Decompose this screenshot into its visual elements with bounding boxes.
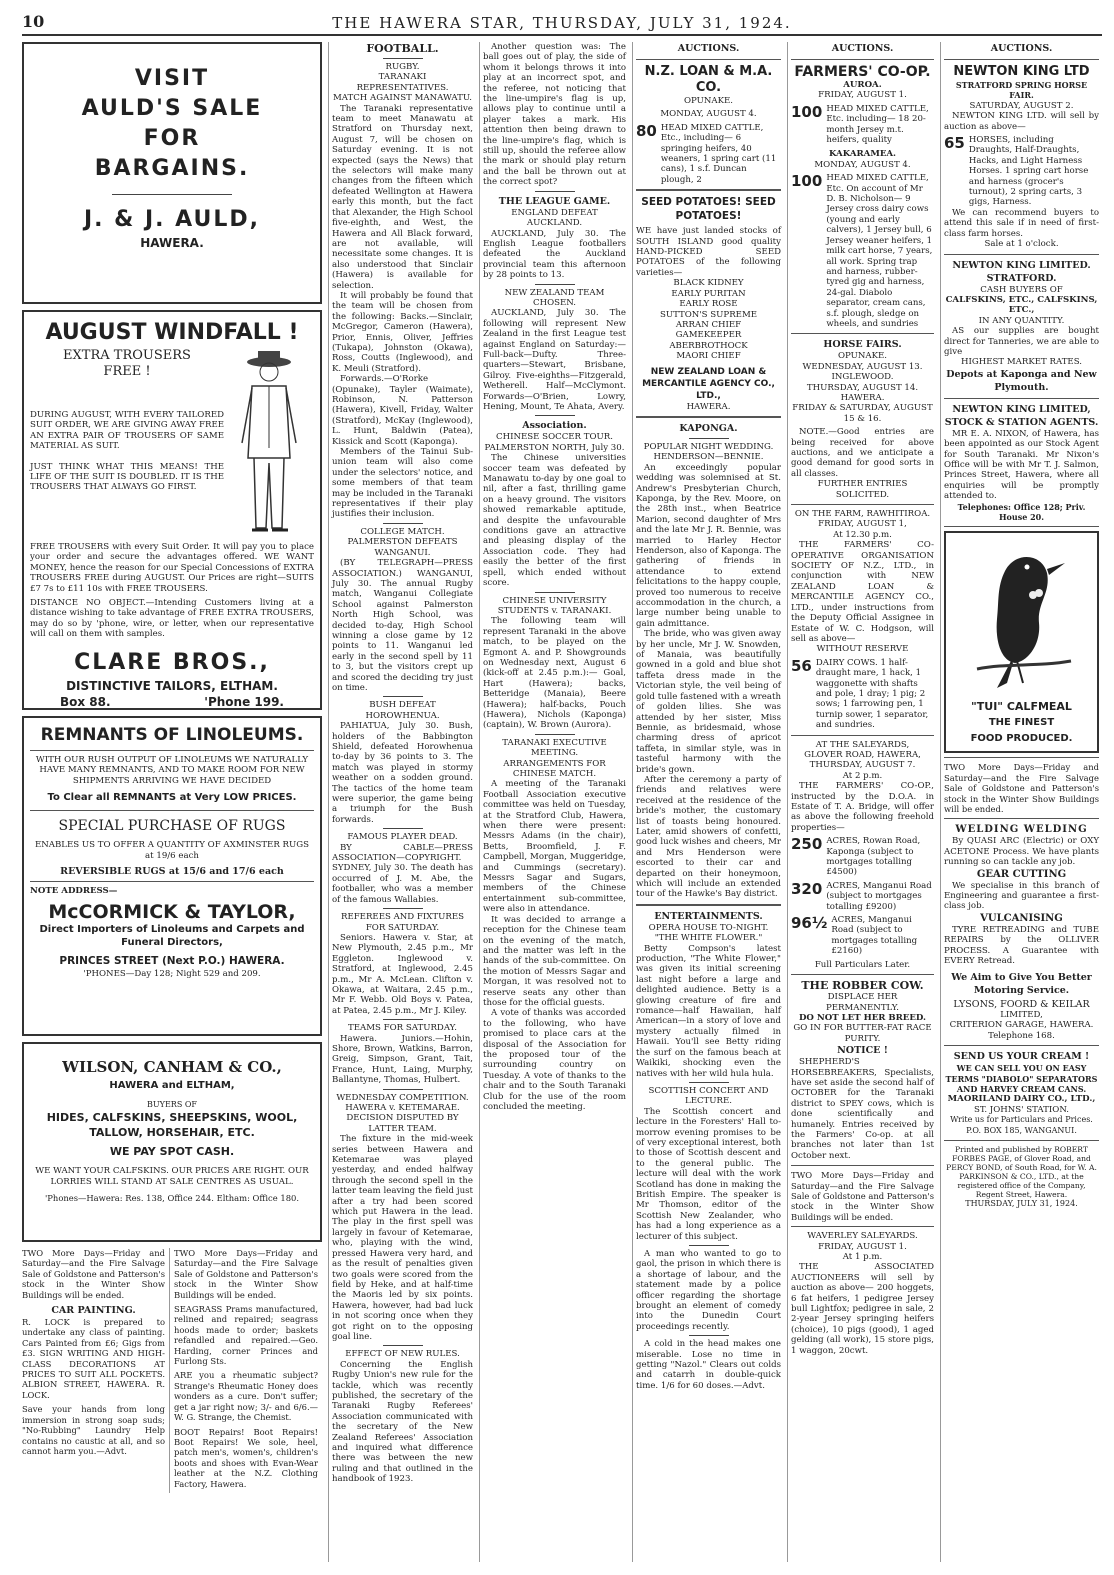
divider — [689, 1082, 729, 1083]
variety-item: EARLY PURITAN — [671, 288, 746, 299]
section-heading: EFFECT OF NEW RULES. — [345, 1349, 460, 1360]
robbercow-body: SHEPHERD'S HORSEBREAKERS, Specialists, have set aside the second half of OCTOBER for the Taranaki district to SPEY cows, which is done scientifically and humanely. Entries received by the Farmers' Co-op. at all branches not later than 1st October next. — [791, 1057, 934, 1161]
divider — [944, 1140, 1099, 1141]
divider — [944, 526, 1099, 527]
small-ads-left — [22, 1248, 170, 1493]
divider — [944, 254, 1099, 255]
masthead — [22, 12, 1102, 36]
article-paragraph: The bride, who was given away by her uncle, Mr J. W. Snowden, of Manaia, was beautifully gowned in a gold and blue shot taffeta dress made in the Victorian style, the veil being of gold tulle fastened with a wreath of golden lilies. She was attended by her sister, Miss Bennie, as bridesmaid, whose charming dress of apricot taffeta, in similar style, was in tasteful harmony with the bride's gown. — [636, 629, 781, 775]
cream-write: Write us for Particulars and Prices. P.O. BOX 185, WANGANUI. — [950, 1115, 1093, 1135]
printer-imprint: Printed and published by ROBERT FORBES PAGE, of Glover Road, and PERCY BOND, of South Road, for W. A. PARKINSON & CO., LTD., at the registered office of the Company, Regent Street, Hawera. — [946, 1144, 1097, 1199]
divider — [383, 908, 423, 909]
robbercow-headline: THE ROBBER COW. — [801, 979, 924, 993]
property-acres: 96½ — [791, 914, 828, 933]
lot-number: 65 — [944, 134, 965, 153]
auld-town: HAWERA. — [140, 236, 204, 250]
lot-text: HEAD MIXED CATTLE, Etc. including— 18 20-month Jersey m.t. heifers, quality — [826, 103, 929, 146]
seed-headline: SEED POTATOES! SEED POTATOES! — [641, 196, 776, 223]
divider — [636, 904, 781, 906]
mccormick-firm: McCORMICK & TAYLOR, — [48, 900, 296, 923]
garage-text: TYRE RETREADING and TUBE REPAIRS by the OLLIVER PROCESS. A Guarantee with EVERY Retread. — [944, 924, 1099, 967]
section-heading: OPERA HOUSE TO-NIGHT. — [648, 922, 769, 933]
horsefair-item: OPUNAKE. — [837, 351, 888, 362]
waverley-date: FRIDAY, AUGUST 1. — [818, 1241, 907, 1252]
mccormick-rugs-text: ENABLES US TO OFFER A QUANTITY OF AXMINSTER RUGS at 19/6 each — [34, 840, 310, 861]
divider — [535, 734, 575, 735]
garage-aim: We Aim to Give You Better Motoring Service. — [951, 971, 1092, 996]
section-subheading: CHINESE SOCCER TOUR. — [496, 432, 613, 443]
lot — [791, 104, 934, 146]
section-dateline: PALMERSTON NORTH, July 30. — [484, 442, 625, 453]
mccormick-text-1: WITH OUR RUSH OUTPUT OF LINOLEUMS WE NATURALLY HAVE MANY REMNANTS, AND TO MAKE ROOM FOR NEW SHIPMENTS ARRIVING WE HAVE DECIDED — [35, 755, 309, 786]
section-heading: TARANAKI EXECUTIVE MEETING. — [502, 737, 607, 759]
rawhitiroa-heading: ON THE FARM, RAWHITIROA. — [794, 509, 931, 520]
garage-vulcanising: VULCANISING — [980, 912, 1063, 924]
page-number: 10 — [22, 12, 45, 31]
property-text: ACRES, Manganui Road (subject to mortgages totalling £9200) — [826, 880, 932, 912]
auctions-label: AUCTIONS. — [990, 43, 1053, 54]
rawhitiroa-reserve: WITHOUT RESERVE — [816, 644, 909, 655]
section-heading: BUSH DEFEAT HOROWHENUA. — [365, 700, 440, 721]
horsefairs-further: FURTHER ENTRIES SOLICITED. — [817, 479, 908, 500]
seed-firm: NEW ZEALAND LOAN & MERCANTILE AGENCY CO., LTD., — [642, 366, 775, 401]
imprint-date: THURSDAY, JULY 31, 1924. — [965, 1198, 1078, 1208]
article-paragraph: It was decided to arrange a reception for the Chinese team on the evening of the match, and the matter was left in the hands of the sub-committee. On the motion of Messrs Sagar and Morgan, it was resolved not to reserve seats any other than those for the official guests. — [483, 914, 626, 1008]
farmers-firm: FARMERS' CO-OP. — [794, 64, 931, 80]
seed-varieties — [636, 278, 781, 361]
cream-firm: MAORILAND DAIRY CO., LTD., — [947, 1094, 1096, 1105]
newton2-goods: CALFSKINS, ETC., CALFSKINS, ETC., — [945, 294, 1098, 316]
clare-headline: AUGUST WINDFALL ! — [45, 320, 299, 345]
lot — [636, 123, 781, 185]
nzloan-firm: N.Z. LOAN & M.A. CO. — [644, 64, 773, 95]
section-heading: REFEREES AND FIXTURES FOR SATURDAY. — [340, 912, 465, 933]
divider — [112, 194, 232, 195]
divider — [689, 438, 729, 439]
wilson-firm: WILSON, CANHAM & CO., — [62, 1058, 282, 1076]
clare-text-4: DISTANCE NO OBJECT.—Intending Customers living at a distance wishing to take advantage of FREE EXTRA TROUSERS, may do so by 'phone, wire, or letter, when our representative will call on them with samples. — [30, 598, 314, 640]
saleyards-date: THURSDAY, AUGUST 7. — [809, 760, 916, 771]
wilson-cash: WE PAY SPOT CASH. — [109, 1145, 235, 1159]
divider — [30, 881, 314, 882]
newton2-depots: Depots at Kaponga and New Plymouth. — [946, 368, 1097, 393]
lot-number: 80 — [636, 121, 657, 140]
section-heading: TARANAKI REPRESENTATIVES. — [356, 72, 449, 93]
small-ads-right — [170, 1248, 318, 1493]
newton-date: SATURDAY, AUGUST 2. — [969, 100, 1074, 111]
property-acres: 250 — [791, 835, 823, 854]
divider — [791, 1165, 934, 1166]
divider — [383, 1019, 423, 1020]
article-paragraph: The Taranaki representative team to meet Manawatu at Stratford on Thursday next, August 7, will be chosen on Saturday evening. It is not expected (says the News) that the selectors will make many changes from the fifteen which defeated Wellington at Hawera early this month, but the fact that Alexander, the High School five-eighth, and West, the Hawera and All Black forward, are not available, will necessitate some changes. It is also understood that Sinclair (Hawera) is available for selection. — [332, 103, 473, 291]
section-subheading: HENDERSON—BENNIE. — [653, 452, 764, 463]
newton2-cash: CASH BUYERS OF — [980, 284, 1063, 295]
clare-box: Box 88. — [60, 694, 111, 709]
auld-line-4: BARGAINS. — [94, 156, 250, 181]
salvage-sale-ad: TWO More Days—Friday and Saturday—and the Fire Salvage Sale of Goldstone and Patterson's stock in the Winter Show Buildings will be ended. — [22, 1248, 166, 1300]
mccormick-reversible: REVERSIBLE RUGS at 15/6 and 17/6 each — [60, 866, 284, 878]
section-heading: POPULAR NIGHT WEDDING. — [643, 441, 774, 452]
tui-ad — [944, 531, 1099, 753]
divider — [383, 58, 423, 59]
tui-tagline: THE FINEST — [988, 717, 1055, 729]
property-text: ACRES, Rowan Road, Kaponga (subject to mortgages totalling £4500) — [826, 836, 921, 878]
saleyards-text: THE FARMERS' CO-OP., instructed by the D.O.A. in Estate of T. A. Bridge, will offer as above the following freehold properties— — [791, 781, 934, 833]
divider — [689, 1335, 729, 1336]
column-6 — [940, 42, 1102, 1562]
garage-gear: GEAR CUTTING — [976, 868, 1067, 880]
horsefair-item: FRIDAY & SATURDAY, AUGUST 15 & 16. — [792, 403, 933, 424]
laundry-ad: Save your hands from long immersion in strong soap suds; "No-Rubbing" Laundry Help contains no caustic at all, and so cannot harm you.—Advt. — [22, 1404, 165, 1456]
clare-text-2: JUST THINK WHAT THIS MEANS! THE LIFE OF THE SUIT IS DOUBLED. IT IS THE TROUSERS THAT ALWAYS GO FIRST. — [30, 461, 224, 493]
divider — [383, 1089, 423, 1090]
newton2-prices: HIGHEST MARKET RATES. — [960, 357, 1083, 368]
seagrass-ad: SEAGRASS Prams manufactured, relined and repaired; seagrass hoods made to order; baskets refandled and repaired.—Geo. Harding, corner Princes and Furlong Sts. — [174, 1304, 318, 1367]
section-subheading: HAWERA v. KETEMARAE. — [345, 1103, 460, 1113]
newton3-phones: Telephones: Office 128; Priv. House 20. — [957, 501, 1086, 522]
farmers-date: FRIDAY, AUGUST 1. — [818, 90, 907, 101]
horsefair-item: INGLEWOOD. — [831, 372, 894, 383]
lot-number: 100 — [791, 172, 823, 191]
clare-sub-2: FREE ! — [103, 364, 151, 379]
section-heading: THE LEAGUE GAME. — [498, 195, 611, 207]
divider — [791, 974, 934, 975]
divider — [535, 592, 575, 593]
divider — [689, 1245, 729, 1246]
property-item — [791, 915, 934, 957]
tui-tagline: FOOD PRODUCED. — [970, 733, 1073, 745]
car-painting-ad: R. LOCK is prepared to undertake any class of painting. Cars Painted from £6; Gigs from £3. SIGN WRITING AND HIGH-CLASS DECORATIONS AT PRICES TO SUIT ALL POCKETS. ALBION STREET, HAWERA. R. LOCK. — [22, 1317, 165, 1400]
wilson-ad — [22, 1042, 322, 1242]
lot-text: DAIRY COWS. 1 half-draught mare, 1 hack, 1 waggonette with shafts and pole, 1 dray; 1 pig; 2 sows; 1 farrowing pen, 1 turnip sower, 1 separator, and sundries. — [815, 657, 929, 731]
garage-welding: WELDING WELDING — [955, 824, 1088, 836]
column-1 — [22, 42, 322, 1562]
article-paragraph: (BY TELEGRAPH—PRESS ASSOCIATION.) WANGANUI, July 30. The annual Rugby match, Wanganui Collegiate School against Palmerston North High School, was decided to-day, High School winning a close game by 12 points to 11. Wanganui led early in the second spell by 11 to 3, but the visitors crept up and scored the deciding try just on time. — [332, 558, 473, 693]
article-paragraph: AUCKLAND, July 30. The English League footballers defeated the Auckland provincial team this afternoon by 28 points to 13. — [483, 228, 626, 281]
horsefairs-heading: HORSE FAIRS. — [823, 339, 902, 351]
article-paragraph: An exceedingly popular wedding was solemnised at St. Andrew's Presbyterian Church, Kaponga, by the Rev. Moore, on the 28th inst., when Beatrice Marion, second daughter of Mrs and the late Mr J. R. Bennie, was married to Harley Hector Henderson, also of Kaponga. The gathering of friends in attendance to extend felicitations to the happy couple, proved too numerous to receive accommodation in the church, a large number being unable to gain admittance. — [636, 462, 781, 629]
salvage-sale-ad: TWO More Days—Friday and Saturday—and the Fire Salvage Sale of Goldstone and Patterson's stock in the Winter Show Buildings will be ended. — [944, 762, 1099, 815]
article-paragraph: A cold in the head makes one miserable. Lose no time in getting "Nazol." Clears out colds and catarrh in double-quick time. 1/6 for 60 doses.—Advt. — [636, 1339, 781, 1391]
article-paragraph: The fixture in the mid-week series between Hawera and Ketemarae was played yesterday, and ended halfway through the second spell in the latter team leaving the field just after a try had been scored which put Hawera in the lead. The play in the first spell was largely in favour of Ketemarae, who, playing with the wind, pressed Hawera very hard, and as the result of penalties given two goals were scored from the field by Heke, and at half-time the Maoris led by six points. Hawera, however, had bad luck in not scoring once when they got right on to the opposing goal line. — [332, 1134, 473, 1342]
garage-phone: Telephone 168. — [988, 1030, 1055, 1041]
variety-item: EARLY ROSE — [679, 299, 738, 310]
article-paragraph: Hawera. Juniors.—Hohin, Shore, Brown, Watkins, Barron, Greig, Simpson, Grant, Tait, France, Hunt, Laing, Murphy, Ballantyne, Thomas, Hulbert. — [332, 1033, 473, 1086]
article-paragraph: BY CABLE—PRESS ASSOCIATION—COPYRIGHT. SYDNEY, July 30. The death has occurred of J. M. Abe, the footballer, who was a member of the famous Wallabies. — [332, 842, 473, 905]
article-paragraph: AUCKLAND, July 30. The following will represent New Zealand in the first League test against England on Saturday:— Full-back—Dufty. Three-quarters—Stewart, Brisbane, Gilroy. Five-eighths—Fitzgerald, Wetherell. Half—McClymont. Forwards—O'Brien, Lowry, Hening, Mount, Te Ahata, Avery. — [483, 308, 626, 412]
farmers-place: KAKARAMEA. — [828, 149, 897, 160]
article-paragraph: A man who wanted to go to gaol, the prison in which there is a shortage of labour, and the statement made by a police officer regarding the shortage brought an element of comedy into the Dunedin Court proceedings recently. — [636, 1249, 781, 1332]
clare-sub-1: EXTRA TROUSERS — [63, 348, 191, 363]
clare-phone: 'Phone 199. — [204, 694, 284, 709]
saleyards-time: At 2 p.m. — [842, 770, 883, 781]
article-paragraph: Another question was: The ball goes out of play, the side of whom it belongs throws it into play at an incorrect spot, and the referee, not noticing that the line-umpire's flag is up, allows play to continue until a player takes a mark. His attention then being drawn to the line-umpire's flag, which is still up, should the referee allow the mark or should play return and the ball be thrown out at the correct spot? — [483, 42, 626, 188]
rheumatic-ad: ARE you a rheumatic subject? Strange's Rheumatic Honey does wonders as a cure. Don't suffer; get a jar right now; 3/- and 6/6.—W. G. Strange, the Chemist. — [174, 1370, 318, 1423]
rugby-subheading: RUGBY. — [385, 62, 420, 72]
nzloan-place: OPUNAKE. — [683, 96, 734, 106]
divider — [791, 1226, 934, 1227]
garage-firm: LYSONS, FOORD & KEILAR — [953, 998, 1090, 1010]
lot-number: 100 — [791, 102, 823, 121]
variety-item: ABERBROTHOCK — [669, 340, 748, 351]
variety-item: ARRAN CHIEF — [675, 319, 742, 330]
divider — [535, 284, 575, 285]
article-paragraph: Members of the Tainui Sub-union team will also come under the selectors' notice, and some members of that team may be included in the Taranaki representatives if their play justifies their inclusion. — [332, 447, 473, 520]
divider — [383, 696, 423, 697]
seed-text: WE have just landed stocks of SOUTH ISLAND good quality HAND-PICKED SEED POTATOES of the following varieties— — [636, 226, 781, 278]
newton3-text: MR E. A. NIXON, of Hawera, has been appointed as our Stock Agent for South Taranaki. Mr Nixon's Office will be with Mr T. J. Salmon, Princes Street, Hawera, where all enquiries will be promptly attended to. — [944, 428, 1099, 502]
divider — [944, 398, 1099, 399]
divider — [944, 757, 1099, 758]
article-paragraph: The following team will represent Taranaki in the above match, to be played on the Egmont A. and P. Showgrounds on Wednesday next, August 6 (kick-off at 2.45 p.m.):— Goal, Hart (Hawera); backs, Betteridge (Manaia), Beere (Hawera); half-backs, Pouch (Hawera), Nichols (Kaponga) (captain), W. Brown (Aurora). — [483, 616, 626, 731]
wilson-text: WE WANT YOUR CALFSKINS. OUR PRICES ARE RIGHT. OUR LORRIES WILL STAND AT SALE CENTRES AS USUAL. — [35, 1166, 309, 1187]
rawhitiroa-time: At 12.30 p.m. — [833, 529, 892, 540]
property-text: ACRES, Manganui Road (subject to mortgages totalling £2160) — [831, 915, 918, 957]
tui-bird-illustration — [967, 543, 1077, 693]
mccormick-headline: REMNANTS OF LINOLEUMS. — [40, 725, 304, 745]
divider — [636, 416, 781, 418]
auld-line-3: FOR — [143, 126, 201, 151]
garage-text: By QUASI ARC (Electric) or OXY ACETONE Process. We have plants running so can tackle any job. — [944, 836, 1099, 868]
robbercow-notice: NOTICE ! — [837, 1045, 888, 1057]
waverley-heading: WAVERLEY SALEYARDS. — [807, 1231, 918, 1242]
newton2-firm: NEWTON KING LIMITED. STRATFORD. — [952, 259, 1091, 284]
article-paragraph: It will probably be found that the team will be chosen from the following: Backs.—Sinclair, McGregor, Cameron (Hawera), Prior, Ennis, Oliver, Jeffries (Tukapa), Johnston (Okawa), Ross, Coutts (Inglewood), and K. Meuli (Stratford). — [332, 290, 473, 374]
farmers-date: MONDAY, AUGUST 4. — [814, 159, 911, 170]
property-item — [791, 836, 934, 878]
horsefairs-note: NOTE.—Good entries are being received for above auctions, and we anticipate a good demand for good sorts in all classes. — [791, 427, 934, 479]
garage-address: CRITERION GARAGE, HAWERA. — [949, 1020, 1094, 1031]
horsefair-item: THURSDAY, AUGUST 14. — [806, 382, 919, 393]
clare-desc: DISTINCTIVE TAILORS, ELTHAM. — [66, 678, 278, 693]
divider — [636, 189, 781, 191]
auld-ad — [22, 42, 322, 304]
auld-line-1: VISIT — [134, 66, 210, 91]
cream-headline: SEND US YOUR CREAM ! — [953, 1051, 1090, 1063]
article-paragraph: A meeting of the Taranaki Football Association executive committee was held on Tuesday, at the Stratford Club, Hawera, when there were present: Messrs Adams (in the chair), Betts, Broomfield, J. F. Campbell, Morgan, Muggeridge, and Cummings (secretary). Messrs Sagar and Sugars, members of the Chinese entertainment sub-committee, were also in attendance. — [483, 779, 626, 915]
lot — [944, 135, 1099, 208]
boot-repairs-ad: BOOT Repairs! Boot Repairs! Boot Repairs! We sole, heel, patch men's, women's, children's boots and shoes with Evan-Wear leather at the N.Z. Clothing Factory, Hawera. — [174, 1426, 318, 1489]
divider — [636, 59, 781, 60]
article-paragraph: PAHIATUA, July 30. Bush, holders of the Babbington Shield, defeated Horowhenua to-day by 36 points to 3. The match was played in stormy weather on a sodden ground. The tactics of the home team were superior, the game being a triumph for the Bush forwards. — [332, 721, 473, 825]
lot-text: HEAD MIXED CATTLE, Etc., including— 6 springing heifers, 40 weaners, 1 spring cart (11 cans), 1 s.f. Duncan plough, 2 — [660, 122, 777, 185]
nzloan-date: MONDAY, AUGUST 4. — [660, 109, 757, 120]
section-heading: SCOTTISH CONCERT AND LECTURE. — [648, 1085, 769, 1107]
newton-firm: NEWTON KING LTD — [953, 64, 1090, 79]
mccormick-clear: To Clear all REMNANTS at Very LOW PRICES. — [47, 792, 297, 804]
clare-text-3: FREE TROUSERS with every Suit Order. It will pay you to place your order and secure the advantages offered. WE WANT MONEY, hence the reason for our Special Concessions of EXTRA TROUSERS FREE during AUGUST. Our Prices are right—SUITS £7 7s to £11 10s with FREE TROUSERS. — [30, 542, 314, 594]
saleyards-place: GLOVER ROAD, HAWERA, — [804, 749, 921, 760]
lot-number: 56 — [791, 656, 812, 675]
wilson-goods: HIDES, CALFSKINS, SHEEPSKINS, WOOL, TALLOW, HORSEHAIR, ETC. — [46, 1111, 298, 1140]
section-subheading: DECISION DISPUTED BY LATTER TEAM. — [346, 1113, 459, 1134]
newton2-qty: IN ANY QUANTITY. — [978, 315, 1065, 326]
section-heading: COLLEGE MATCH. — [360, 526, 445, 537]
lot — [791, 173, 934, 329]
wilson-buyers: BUYERS OF — [147, 1100, 197, 1109]
divider — [30, 810, 314, 811]
clare-firm: CLARE BROS., — [74, 649, 270, 675]
salvage-sale-ad: TWO More Days—Friday and Saturday—and the Fire Salvage Sale of Goldstone and Patterson's stock in the Winter Show Buildings will be ended. — [791, 1170, 935, 1222]
section-heading: WEDNESDAY COMPETITION. — [336, 1092, 469, 1103]
section-subheading: MATCH AGAINST MANAWATU. — [332, 93, 473, 104]
auctions-label: AUCTIONS. — [831, 43, 894, 54]
horsefair-item: HAWERA. — [840, 392, 885, 403]
salvage-sale-ad: TWO More Days—Friday and Saturday—and the Fire Salvage Sale of Goldstone and Patterson's stock in the Winter Show Buildings will be ended. — [174, 1248, 318, 1300]
tui-name: "TUI" CALFMEAL — [971, 700, 1072, 714]
small-ads-area — [22, 1248, 322, 1493]
auld-line-2: AULD'S SALE — [81, 96, 263, 121]
mccormick-ad — [22, 716, 322, 1036]
lot — [791, 658, 934, 731]
wilson-phones: 'Phones—Hawera: Res. 138, Office 244. Eltham: Office 180. — [44, 1193, 300, 1204]
auctions-label: AUCTIONS. — [677, 43, 740, 54]
newton-text: We can recommend buyers to attend this sale if in need of first-class farm horses. — [944, 207, 1099, 239]
mccormick-note: NOTE ADDRESS— — [30, 886, 118, 897]
waverley-time: At 1 p.m. — [842, 1252, 883, 1263]
divider — [791, 59, 934, 60]
property-item — [791, 881, 934, 912]
section-subheading: ENGLAND DEFEAT AUCKLAND. — [511, 207, 598, 229]
divider — [791, 504, 934, 505]
variety-item: GAMEKEEPER — [675, 330, 742, 341]
car-painting-heading: CAR PAINTING. — [51, 1305, 136, 1317]
section-heading: Association. — [522, 420, 587, 432]
divider — [383, 828, 423, 829]
clare-ad — [22, 310, 322, 710]
saleyards-heading: AT THE SALEYARDS, — [815, 739, 910, 750]
garage-limited: LIMITED, — [1000, 1009, 1043, 1020]
column-3 — [479, 42, 629, 1562]
column-5 — [787, 42, 937, 1562]
property-acres: 320 — [791, 879, 823, 898]
wilson-town: HAWERA and ELTHAM, — [109, 1080, 235, 1091]
saleyards-particulars: Full Particulars Later. — [814, 959, 911, 970]
article-paragraph: Seniors. Hawera v. Star, at New Plymouth, 2.45 p.m., Mr Eggleton. Inglewood v. Stratford, at Inglewood, 2.45 p.m., Mr A. McLean. Clifton v. Okawa, at Waitara, 2.45 p.m., Mr F. Webb. Old Boys v. Patea, at Patea, 2.45 p.m., Mr J. Kiley. — [332, 932, 473, 1016]
article-paragraph: Forwards.—O'Rorke (Opunake), Tayler (Waimate), Robinson, N. Patterson (Hawera), Kivell, Friday, Walter (Stratford), McKay (Inglewood), L. Hunt, Baldwin (Patea), Kissick and Scott (Kaponga). — [332, 374, 473, 447]
section-heading: TEAMS FOR SATURDAY. — [348, 1023, 457, 1034]
article-paragraph: After the ceremony a party of friends and relatives were received at the residence of the bride's mother, the customary list of toasts being honoured. Later, amid showers of confetti, good luck wishes and cheers, Mr and Mrs Henderson were escorted to their car and departed on their honeymoon, which will include an extended tour of the Hawke's Bay district. — [636, 774, 781, 900]
horsefair-item: WEDNESDAY, AUGUST 13. — [802, 361, 923, 372]
divider — [791, 735, 934, 736]
divider — [791, 333, 934, 334]
newton-fair: STRATFORD SPRING HORSE FAIR. — [955, 80, 1088, 101]
mccormick-rugs: SPECIAL PURCHASE OF RUGS — [58, 818, 286, 835]
mccormick-desc: Direct Importers of Linoleums and Carpets and Funeral Directors, — [39, 923, 305, 948]
mccormick-address: PRINCES STREET (Next P.O.) HAWERA. — [59, 954, 285, 967]
lot-text: HORSES, including Draughts, Half-Draughts, Hacks, and Light Harness Horses. 1 spring cart horse and harness (grocer's turnout), 2 spring carts, 3 gigs, Harness. — [968, 135, 1089, 208]
rawhitiroa-text: THE FARMERS' CO-OPERATIVE ORGANISATION SOCIETY OF N.Z., LTD., in conjunction with NEW ZEALAND LOAN & MERCANTILE AGENCY CO., LTD., under instructions from the Deputy Official Assignee in Estate of W. C. Hodgson, will sell as above— — [791, 540, 934, 644]
waverley-text: THE ASSOCIATED AUCTIONEERS will sell by auction as above— 200 hoggets, 6 fat heifers, 1 pedigree Jersey bull Lightfox; pedigree in sale, 2 2-year Jersey springing heifers (choice), 10 pigs (good), 1 aged gelding (all work), 15 store pigs, 1 waggon, 20cwt. — [791, 1262, 934, 1356]
variety-item: SUTTON'S SUPREME — [659, 309, 758, 320]
football-heading: FOOTBALL. — [366, 42, 439, 55]
article-paragraph: A vote of thanks was accorded to the following, who have promised to place cars at the disposal of the Association for the proposed tour of the surrounding country on Tuesday. A vote of thanks to the chair and to the South Taranaki Club for the use of the room concluded the meeting. — [483, 1008, 626, 1112]
variety-item: BLACK KIDNEY — [673, 278, 744, 289]
article-paragraph: Concerning the English Rugby Union's new rule for the tackle, which was recently published, the secretary of the Taranaki Rugby Referees' Association communicated with the secretary of the New Zealand Referees' Association and inquired what difference there was between the new ruling and that outlined in the handbook of 1923. — [332, 1359, 473, 1485]
cream-text: WE CAN SELL YOU ON EASY TERMS "DIABOLO" SEPARATORS AND HARVEY CREAM CANS. — [945, 1063, 1098, 1094]
rawhitiroa-date: FRIDAY, AUGUST 1, — [818, 519, 907, 530]
clare-text-1: DURING AUGUST, WITH EVERY TAILORED SUIT ORDER, WE ARE GIVING AWAY FREE AN EXTRA PAIR OF TROUSERS OF SAME MATERIAL AS SUIT. — [30, 410, 224, 452]
divider — [383, 523, 423, 524]
section-heading: FAMOUS PLAYER DEAD. — [347, 832, 458, 843]
robbercow-text: DO NOT LET HER BREED. — [798, 1012, 927, 1023]
divider — [944, 1045, 1099, 1046]
robbercow-text: DISPLACE HER PERMANENTLY. — [825, 992, 900, 1013]
variety-item: MAORI CHIEF — [676, 351, 741, 362]
article-paragraph: The Chinese universities soccer team was defeated by Manawatu to-day by one goal to nil, after a fast, thrilling game on a heavy ground. The visitors showed remarkable aptitude, and despite the unfavourable conditions gave an attractive and pleasing display of the Association code. They had easily the better of the first spell, which ended without score. — [483, 453, 626, 589]
divider — [535, 415, 575, 416]
column-4 — [632, 42, 784, 1562]
newspaper-title: THE HAWERA STAR, THURSDAY, JULY 31, 1924. — [332, 14, 792, 32]
newton2-text: AS our supplies are bought direct for Tanneries, we are able to give — [944, 326, 1099, 357]
robbercow-text: GO IN FOR BUTTER-FAT RACE PURITY. — [793, 1023, 932, 1044]
entertainments-heading: ENTERTAINMENTS. — [654, 910, 763, 922]
seed-town: HAWERA. — [686, 401, 731, 412]
cream-address: ST. JOHNS' STATION. — [973, 1104, 1070, 1115]
farmers-place: AUROA. — [843, 80, 882, 90]
mccormick-phones: 'PHONES—Day 128; Night 529 and 209. — [83, 968, 261, 979]
newton-time: Sale at 1 o'clock. — [984, 239, 1059, 250]
article-paragraph: Betty Compson's latest production, "The White Flower," was given its initial screening last night before a large and delighted audience. Betty is a glowing creature of fire and romance—half Hawaiian, half American—in a story of love and mystery actually filmed in Hawaii. You'll see Betty riding the surf on the famous beach at Waikiki, shocking even the natives with her wild hula hula. — [636, 943, 781, 1079]
newton-text: NEWTON KING LTD. will sell by auction as above— — [944, 111, 1099, 132]
kaponga-heading: KAPONGA. — [679, 422, 738, 434]
divider — [944, 59, 1099, 60]
article-paragraph: The Scottish concert and lecture in the Foresters' Hall to-morrow evening promises to be of very exceptional interest, both to those of Scottish descent and to the general public. The lecture will deal with the work Scotland has done in making the British Empire. The speaker is Mr Thomson, editor of the Scottish New Zealander, who has had a long experience as a lecturer of this subject. — [636, 1106, 781, 1242]
divider — [944, 818, 1099, 819]
divider — [383, 1345, 423, 1346]
column-2 — [328, 42, 476, 1562]
garage-text: We specialise in this branch of Engineering and guarantee a first-class job. — [944, 880, 1099, 912]
auld-firm: J. & J. AULD, — [83, 207, 261, 232]
section-heading: CHINESE UNIVERSITY STUDENTS v. TARANAKI. — [497, 595, 612, 616]
divider — [30, 750, 314, 751]
lot-text: HEAD MIXED CATTLE, Etc. On account of Mr D. B. Nicholson— 9 Jersey cross dairy cows (young and early calvers), 1 Jersey bull, 6 Jersey weaner heifers, 1 milk cart horse, 7 years, all work. Spring trap and harness, rubber-tyred gig and harness, 24-gal. Diabolo separator, cream cans, s.f. plough, sledge on wheels, and sundries — [826, 173, 933, 329]
man-in-suit-illustration — [224, 348, 314, 538]
section-subheading: "THE WHITE FLOWER." — [654, 933, 763, 944]
divider — [535, 191, 575, 192]
section-heading: NEW ZEALAND TEAM CHOSEN. — [504, 287, 605, 308]
section-subheading: ARRANGEMENTS FOR CHINESE MATCH. — [503, 758, 606, 779]
section-subheading: PALMERSTON DEFEATS WANGANUI. — [347, 537, 458, 558]
newton3-firm: NEWTON KING LIMITED, STOCK & STATION AGENTS. — [944, 403, 1099, 428]
